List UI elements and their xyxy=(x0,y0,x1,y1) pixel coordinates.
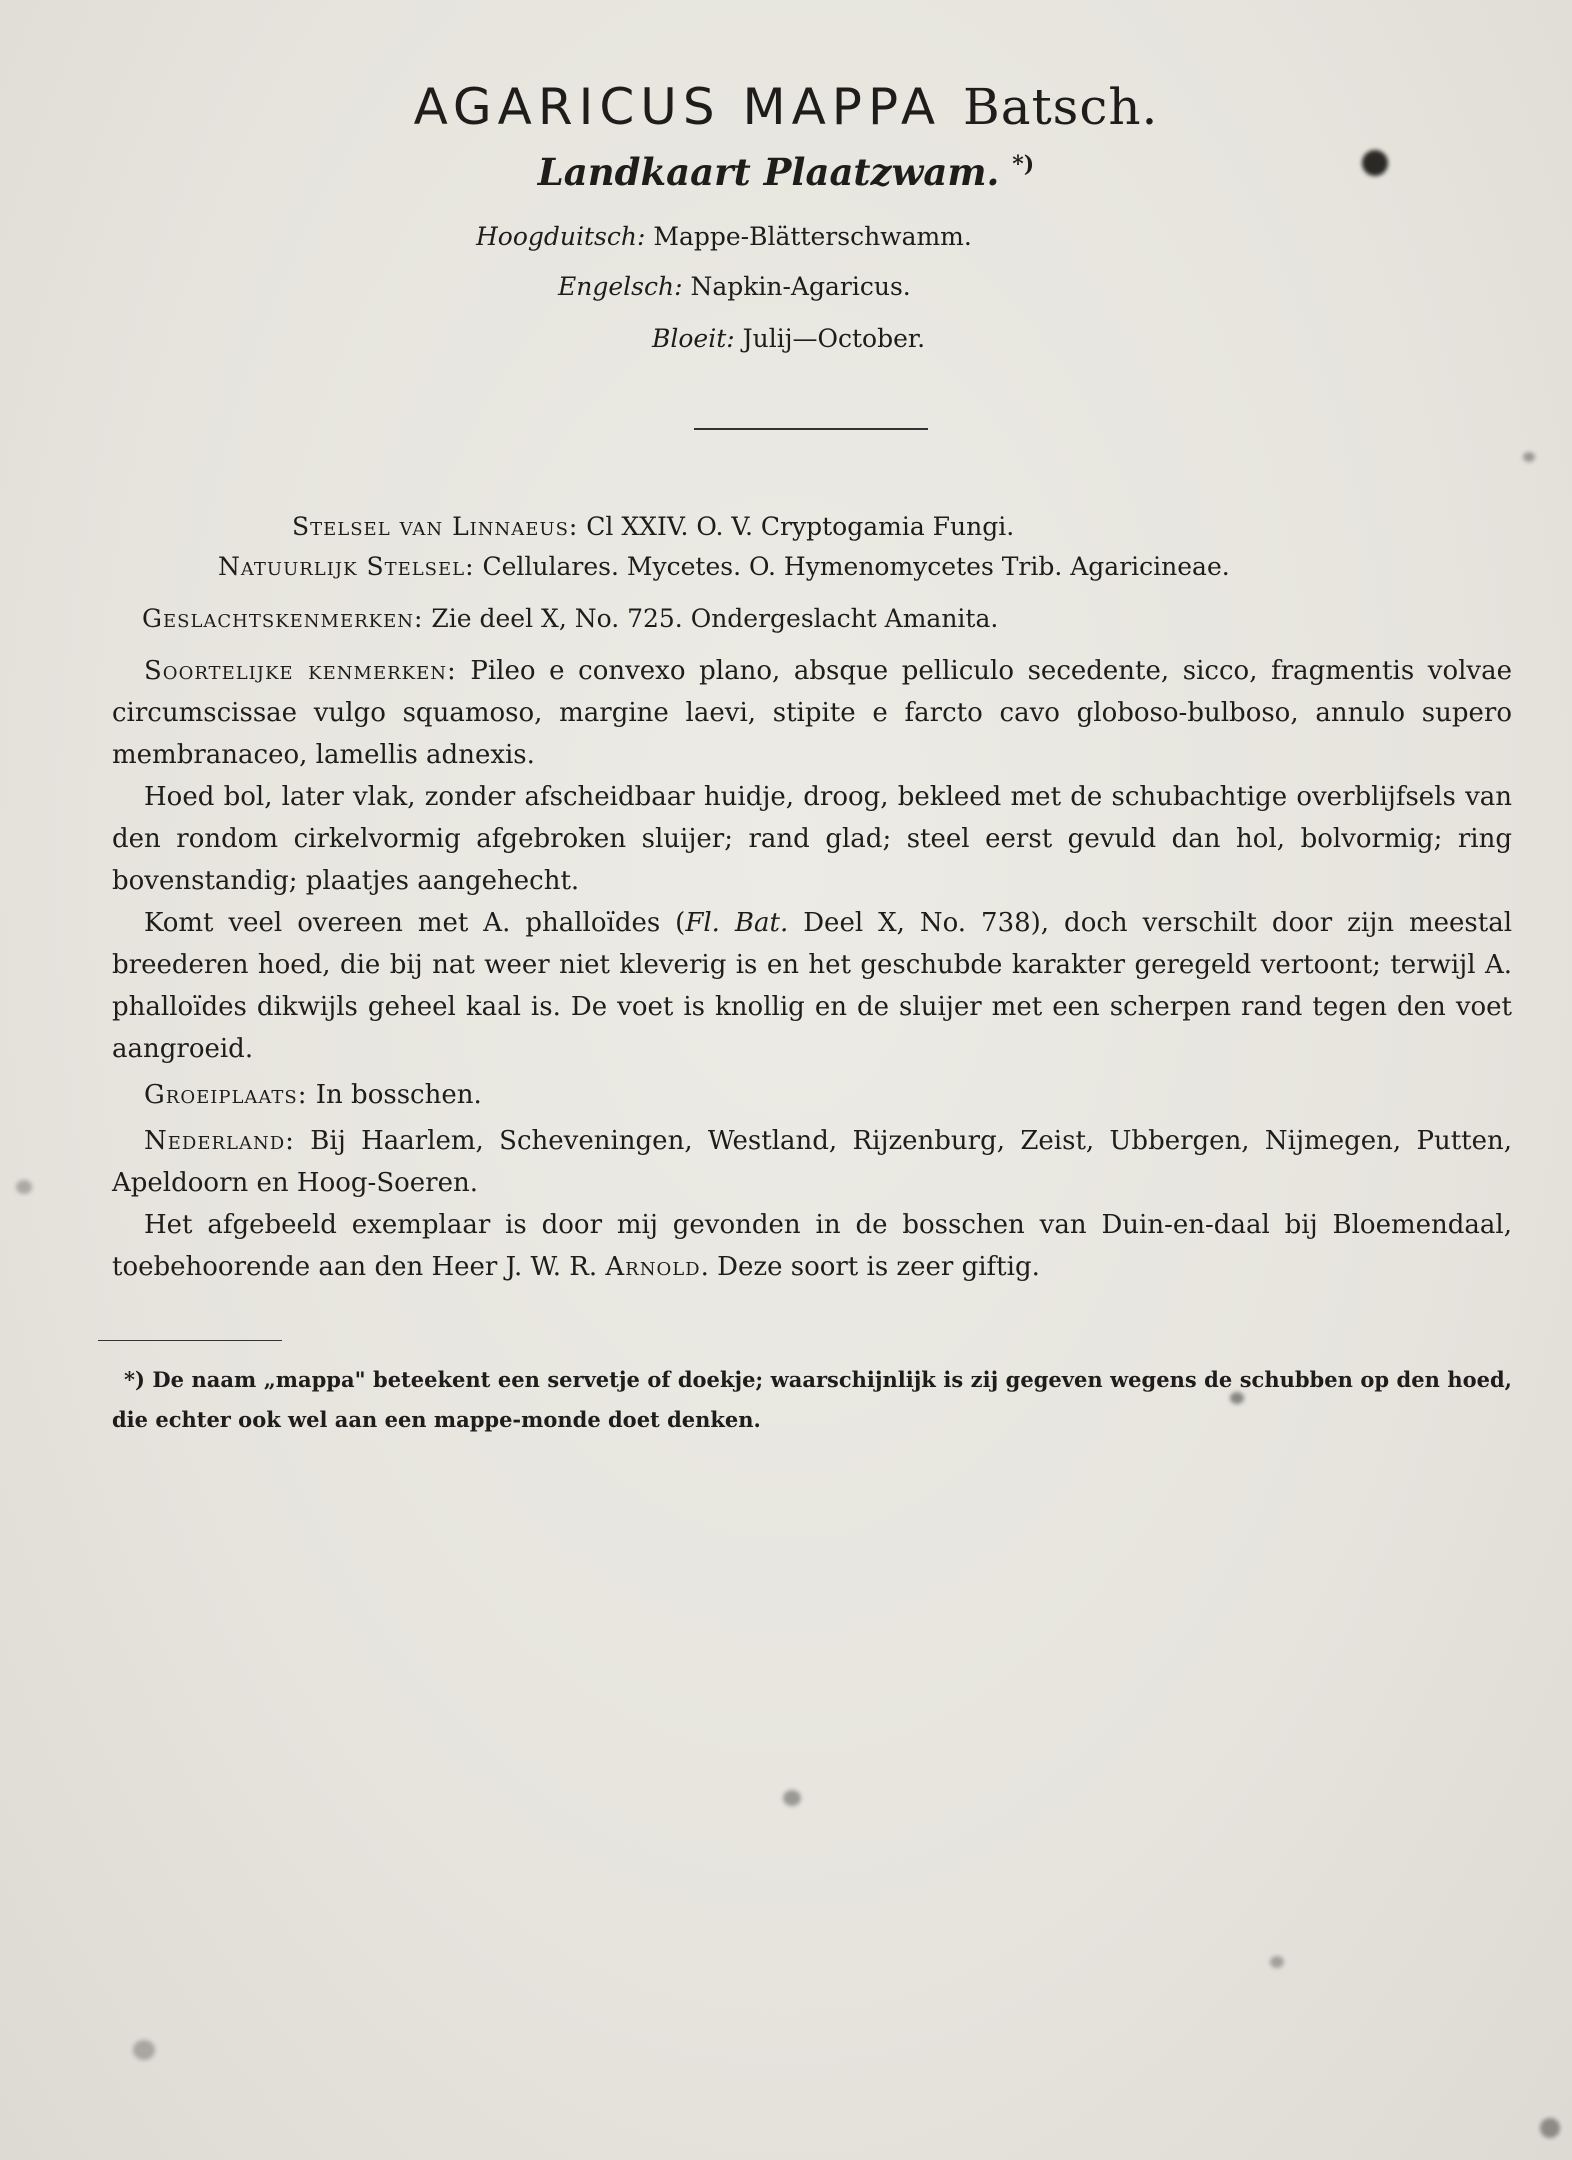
natural-system-line xyxy=(218,552,1230,581)
subtitle-footnote-marker: *) xyxy=(1012,151,1035,178)
hoed-paragraph: Hoed bol, later vlak, zonder afscheidbaar huidje, droog, bekleed met de schubachtige overblijfsels van den rondom cirkelvormig afgebroken sluijer; rand glad; steel eerst gevuld dan hol, bolvormig; ring bovenstandig; plaatjes aangehecht. xyxy=(112,782,1512,896)
genus-label: Geslachtskenmerken: xyxy=(142,604,424,633)
ink-spot xyxy=(1270,1956,1284,1968)
species-paragraph xyxy=(112,650,1512,776)
subtitle: Landkaart Plaatzwam. xyxy=(537,150,1000,194)
collector-name: Arnold xyxy=(605,1252,701,1282)
english-name-line xyxy=(558,272,911,301)
dutch-name xyxy=(0,150,1572,194)
natural-system-label: Natuurlijk Stelsel: xyxy=(218,552,475,581)
natural-system-value: Cellulares. Mycetes. O. Hymenomycetes Trib. Agaricineae. xyxy=(482,552,1230,581)
ink-spot xyxy=(16,1180,32,1194)
title-main: AGARICUS MAPPA xyxy=(413,78,942,136)
german-label: Hoogduitsch: xyxy=(476,222,646,251)
english-value: Napkin-Agaricus. xyxy=(690,272,911,301)
german-value: Mappe-Blätterschwamm. xyxy=(653,222,972,251)
german-name-line xyxy=(476,222,972,251)
bloom-label: Bloeit: xyxy=(652,324,735,353)
title-divider xyxy=(694,428,928,430)
bloom-line xyxy=(652,324,925,353)
description-body xyxy=(112,650,1512,1288)
english-label: Engelsch: xyxy=(558,272,683,301)
comparison-paragraph: Komt veel overeen met A. phalloïdes (Fl. Bat. Deel X, No. 738), doch verschilt door zijn meestal breederen hoed, die bij nat weer niet kleverig is en het geschubde karakter geregeld vertoont; terwijl A. phalloïdes dikwijls geheel kaal is. De voet is knollig en de sluijer met een scherpen rand tegen den voet aangroeid. xyxy=(112,908,1513,1064)
footnote-text: *) De naam „mappa" beteekent een servetje of doekje; waarschijnlijk is zij gegeven wegens de schubben op den hoed, die echter ook wel aan een mappe-monde doet denken. xyxy=(112,1367,1512,1432)
habitat-value: In bosschen. xyxy=(315,1080,482,1110)
habitat-paragraph xyxy=(112,1074,1512,1116)
linnaeus-label: Stelsel van Linnaeus: xyxy=(292,512,579,541)
specimen-paragraph: Het afgebeeld exemplaar is door mij gevonden in de bosschen van Duin-en-daal bij Bloemendaal, toebehoorende aan den Heer J. W. R. Arnold. Deze soort is zeer giftig. xyxy=(112,1210,1512,1282)
netherlands-paragraph xyxy=(112,1120,1512,1204)
habitat-label: Groeiplaats: xyxy=(144,1080,308,1110)
species-text: Pileo e convexo plano, absque pelliculo secedente, sicco, fragmentis volvae circumscissae vulgo squamoso, margine laevi, stipite e farcto cavo globoso-bulboso, annulo supero membranaceo, lamellis adnexis. xyxy=(112,656,1513,770)
genus-line xyxy=(142,604,998,633)
species-label: Soortelijke kenmerken: xyxy=(144,656,457,686)
netherlands-value: Bij Haarlem, Scheveningen, Westland, Rijzenburg, Zeist, Ubbergen, Nijmegen, Putten, Apeldoorn en Hoog-Soeren. xyxy=(112,1126,1512,1198)
ink-spot xyxy=(783,1790,801,1806)
ink-spot xyxy=(1540,2118,1560,2138)
title-author: Batsch. xyxy=(963,78,1159,136)
linnaeus-line xyxy=(292,512,1014,541)
linnaeus-value: Cl XXIV. O. V. Cryptogamia Fungi. xyxy=(586,512,1015,541)
netherlands-label: Nederland: xyxy=(144,1126,295,1156)
footnote-divider xyxy=(98,1340,282,1341)
ink-spot xyxy=(1523,452,1535,462)
page-title xyxy=(0,78,1572,136)
genus-value: Zie deel X, No. 725. Ondergeslacht Amanita. xyxy=(431,604,999,633)
bloom-value: Julij—October. xyxy=(742,324,926,353)
footnote xyxy=(112,1360,1512,1440)
flora-batava-reference: Fl. Bat. xyxy=(685,908,789,938)
ink-spot xyxy=(133,2040,155,2060)
